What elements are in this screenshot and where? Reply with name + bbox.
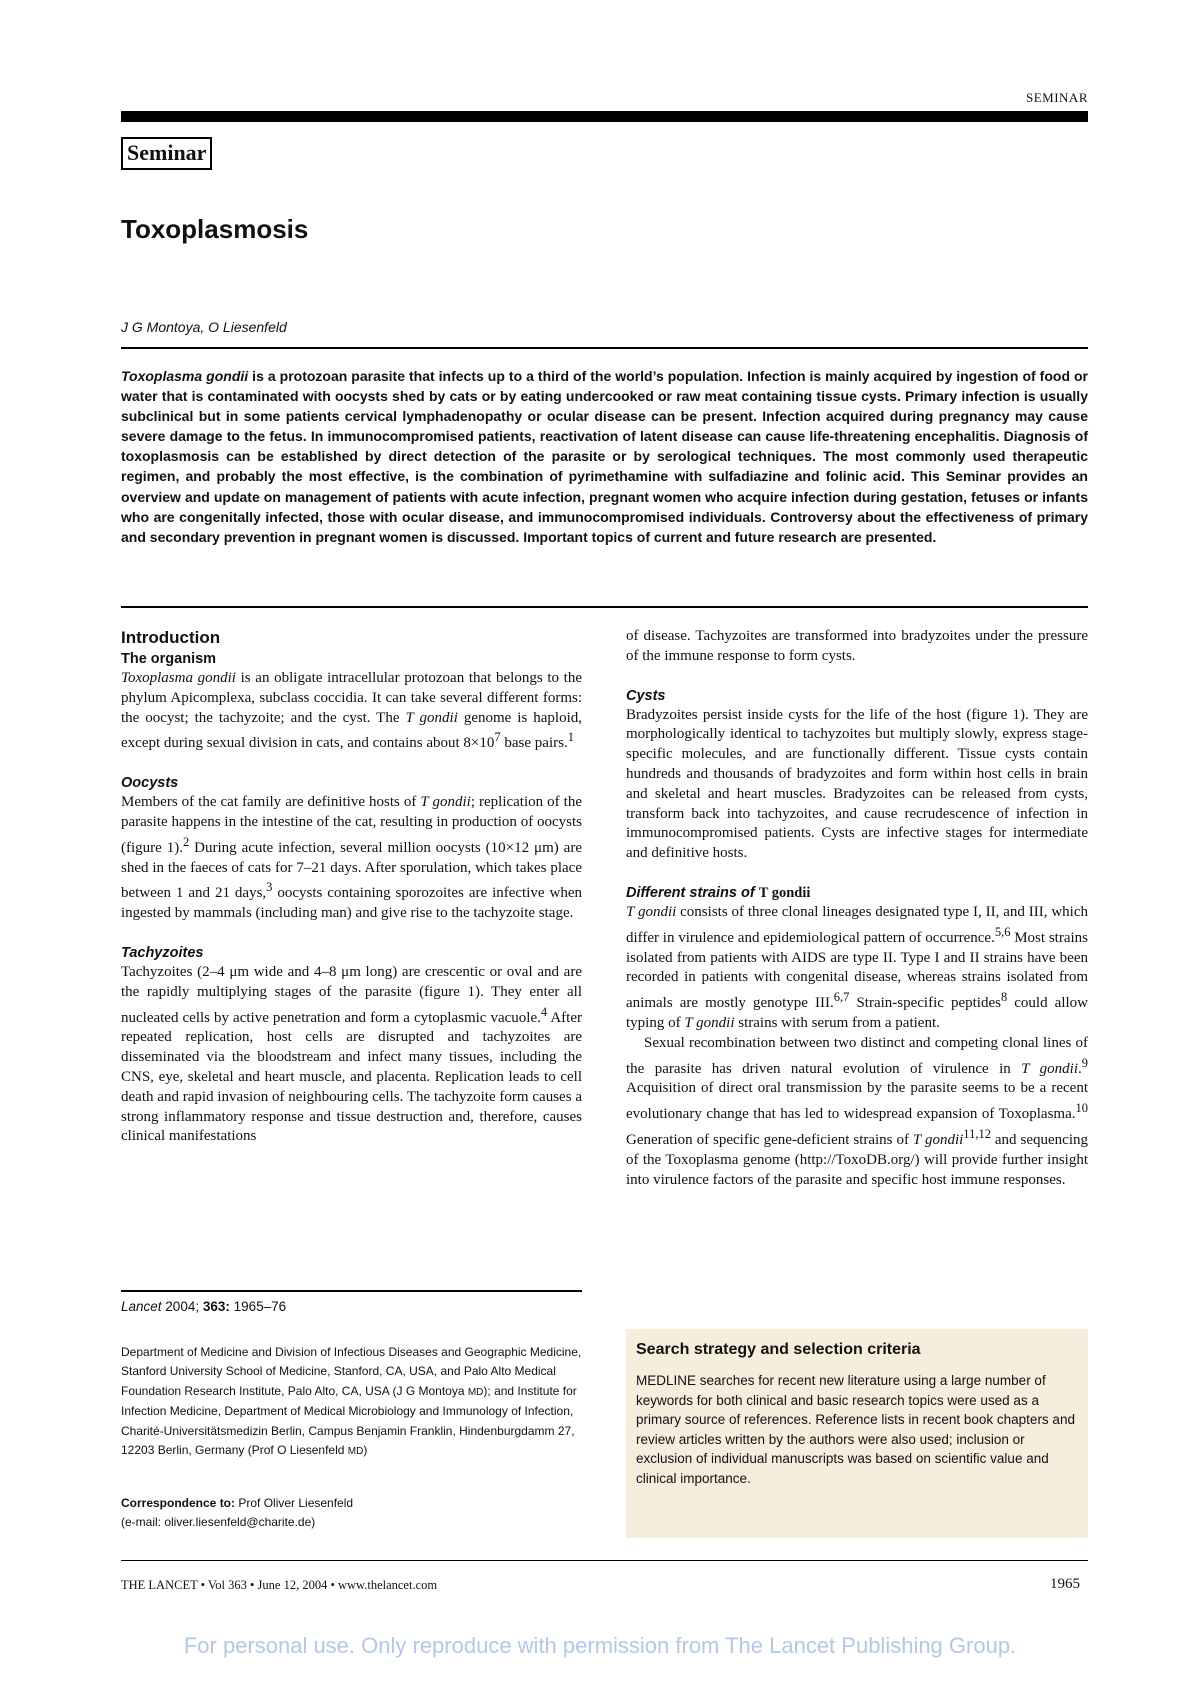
text-run: Sexual recombination between two distinct and competing clonal lines of the parasite has driven natural evolution of virulence in: [626, 1034, 1088, 1077]
continuation-paragraph: of disease. Tachyzoites are transformed into bradyzoites under the pressure of the immune response to form cysts.: [626, 628, 1088, 664]
reference-marker: 9: [1081, 1055, 1088, 1070]
top-rule: [121, 111, 1088, 122]
species-name: T gondii: [420, 794, 471, 811]
text-run: .: [1078, 1060, 1082, 1077]
heading-run: Different strains of: [626, 884, 759, 901]
text-run: Acquisition of direct oral transmission by the parasite seems to be a recent evolutionary change that has led to widespread expansion of Toxoplasma.: [626, 1080, 1088, 1123]
reference-marker: 11,12: [963, 1126, 991, 1141]
reference-marker: 6,7: [833, 990, 850, 1005]
copyright-watermark: For personal use. Only reproduce with permission from The Lancet Publishing Group.: [183, 1633, 1017, 1658]
text-run: Members of the cat family are definitive hosts of: [121, 794, 421, 811]
reference-marker: 8: [1000, 990, 1008, 1005]
text-run: Tachyzoites (2–4 μm wide and 4–8 μm long) are crescentic or oval and are the rapidly multiplying stages of the parasite (figure 1). They enter all nucleated cells by active penetration and form a cytoplasmic vacuole.: [121, 963, 582, 1026]
strains-paragraph: [626, 903, 1088, 1034]
author-affiliations: [121, 1343, 582, 1461]
cysts-paragraph: Bradyzoites persist inside cysts for the life of the host (figure 1). They are morphologically identical to tachyzoites but multiply slowly, express stage-specific molecules, and are functionally different. Tissue cysts contain hundreds and thousands of bradyzoites and form within host cells in brain and skeletal and heart muscles. Bradyzoites can be released from cysts, transform back into tachyzoites, and cause recrudescence of infection in immunocompromised patients. Cysts are infective stages for intermediate and definitive hosts.: [626, 706, 1088, 862]
oocysts-heading: Oocysts: [121, 775, 179, 792]
text-run: Generation of specific gene-deficient strains of: [626, 1131, 913, 1148]
reference-marker: 3: [266, 880, 273, 895]
cysts-heading: Cysts: [626, 687, 666, 704]
text-run: During acute infection, several million oocysts (10×12 μm) are shed in the faeces of cats for 7–21 days. After sporulation, which takes place between 1 and 21 days,: [121, 839, 582, 902]
page-number: 1965: [1050, 1576, 1080, 1592]
author-list: J G Montoya, O Liesenfeld: [121, 319, 287, 335]
text-run: ): [363, 1443, 368, 1458]
citation-year: 2004;: [161, 1299, 203, 1314]
text-run: strains with serum from a patient.: [734, 1014, 940, 1031]
citation-rule: [121, 1290, 582, 1292]
abstract-species-name: Toxoplasma gondii: [121, 368, 249, 384]
text-run: Department of Medicine and Division of Infectious Diseases and Geographic Medicine, Stanford University School of Medicine, Stanford, CA, USA, and Palo Alto Medical Foundation Research Institute, Palo Alto, CA, USA (J G Montoya: [121, 1345, 582, 1398]
organism-heading: The organism: [121, 651, 217, 667]
abstract: [121, 366, 1088, 547]
text-run: base pairs.: [500, 735, 568, 752]
text-run: and sequencing of the Toxoplasma genome (http://ToxoDB.org/) will provide further insight into virulence factors of the parasite and specific host immune responses.: [626, 1131, 1088, 1188]
reference-marker: 5,6: [994, 924, 1011, 939]
abstract-bottom-rule: [121, 606, 1088, 608]
introduction-heading: Introduction: [121, 628, 221, 647]
correspondence-label: Correspondence to:: [121, 1496, 236, 1510]
reference-marker: 1: [567, 730, 574, 745]
footer-journal-info: THE LANCET • Vol 363 • June 12, 2004 • www.thelancet.com: [121, 1578, 438, 1592]
abstract-text: is a protozoan parasite that infects up to a third of the world’s population. Infection is mainly acquired by ingestion of food or water that is contaminated with oocysts shed by cats or by eating undercooked or raw meat containing tissue cysts. Primary infection is usually subclinical but in some patients cervical lymphadenopathy or ocular disease can be present. Infection acquired during pregnancy may cause severe damage to the fetus. In immunocompromised patients, reactivation of latent disease can cause life-threatening encephalitis. Diagnosis of toxoplasmosis can be established by direct detection of the parasite or by serological techniques. The most commonly used therapeutic regimen, and probably the most effective, is the combination of pyrimethamine with sulfadiazine and folinic acid. This Seminar provides an overview and update on management of patients with acute infection, pregnant women who acquire infection during gestation, fetuses or infants who are congenitally infected, those with ocular disease, and immunocompromised individuals. Controversy about the effectiveness of primary and secondary prevention in pregnant women is discussed. Important topics of current and future research are presented.: [121, 368, 1089, 545]
citation-journal: Lancet: [121, 1299, 162, 1314]
footer-rule: [121, 1560, 1088, 1561]
abstract-top-rule: [121, 347, 1088, 349]
text-run: could allow typing of: [626, 995, 1088, 1031]
exponent: 7: [494, 730, 501, 745]
left-column: [121, 627, 582, 1147]
correspondence: [121, 1494, 582, 1533]
section-label: Seminar: [121, 137, 212, 170]
text-run: ); and Institute for Infection Medicine, Department of Medical Microbiology and Immunology of Infection, Charité-Universitätsmedizin Berlin, Campus Benjamin Franklin, Hindenburgdamm 27, 12203 Berlin, Germany (Prof O Liesenfeld: [121, 1383, 577, 1458]
species-name: T gondii: [626, 903, 677, 920]
heading-run: T gondii: [758, 884, 811, 901]
text-run: Strain-specific peptides: [849, 995, 1001, 1012]
search-strategy-panel: [626, 1329, 1088, 1538]
text-run: After repeated replication, host cells are disrupted and tachyzoites are disseminated via the bloodstream and infect many tissues, including the CNS, eye, skeletal and heart muscle, and placenta. Replication leads to cell death and rapid invasion of neighbouring cells. The tachyzoite form causes a strong inflammatory response and tissue destruction and, therefore, causes clinical manifestations: [121, 1009, 582, 1145]
recombination-paragraph: [626, 1034, 1088, 1191]
article-title: Toxoplasmosis: [121, 214, 309, 244]
reference-marker: 2: [182, 834, 190, 849]
panel-title: Search strategy and selection criteria: [636, 1341, 921, 1358]
text-run: genome is haploid, except during sexual division in cats, and contains about 8×10: [121, 709, 582, 752]
text-run: Most strains isolated from patients with AIDS are type II. Type I and II strains have been recorded in patients with congenital disease, whereas strains isolated from animals are mostly genotype III.: [626, 929, 1088, 1012]
text-run: oocysts containing sporozoites are infective when ingested by mammals (including man) and give rise to the tachyzoite stage.: [121, 885, 582, 922]
text-run: consists of three clonal lineages designated type I, II, and III, which differ in virulence and epidemiological pattern of occurrence.: [626, 903, 1089, 946]
tachyzoites-heading: Tachyzoites: [121, 944, 204, 961]
oocysts-paragraph: [121, 793, 582, 924]
tachyzoites-paragraph: [121, 963, 582, 1147]
species-name: T gondii: [1021, 1060, 1078, 1077]
reference-marker: 4: [540, 1004, 548, 1019]
correspondence-name: Prof Oliver Liesenfeld: [235, 1496, 354, 1510]
species-name: Toxoplasma gondii: [121, 670, 236, 686]
correspondence-email[interactable]: (e-mail: oliver.liesenfeld@charite.de): [121, 1515, 316, 1530]
text-run: ; replication of the parasite happens in the intestine of the cat, resulting in production of oocysts (figure 1).: [121, 794, 582, 856]
panel-body: MEDLINE searches for recent new literature using a large number of keywords for both clinical and basic research topics were used as a primary source of references. Reference lists in recent book chapters and review articles written by the authors were also used; inclusion or exclusion of individual manuscripts was based on scientific value and clinical importance.: [636, 1373, 1075, 1486]
organism-paragraph: [121, 669, 582, 754]
journal-citation: [121, 1299, 286, 1314]
degree: MD: [467, 1386, 484, 1398]
citation-volume: 363:: [202, 1299, 230, 1314]
text-run: is an obligate intracellular protozoan that belongs to the phylum Apicomplexa, subclass coccidia. It can take several different forms: the oocyst; the tachyzoite; and the cyst. The: [121, 670, 582, 726]
species-name: T gondii: [405, 709, 458, 726]
degree: MD: [347, 1446, 364, 1458]
running-head: SEMINAR: [1025, 90, 1088, 105]
right-column: [626, 627, 1088, 1190]
citation-pages: 1965–76: [229, 1299, 287, 1314]
reference-marker: 10: [1075, 1101, 1088, 1116]
species-name: T gondii: [912, 1131, 964, 1148]
species-name: T gondii: [684, 1014, 735, 1031]
strains-heading: [626, 883, 1088, 903]
